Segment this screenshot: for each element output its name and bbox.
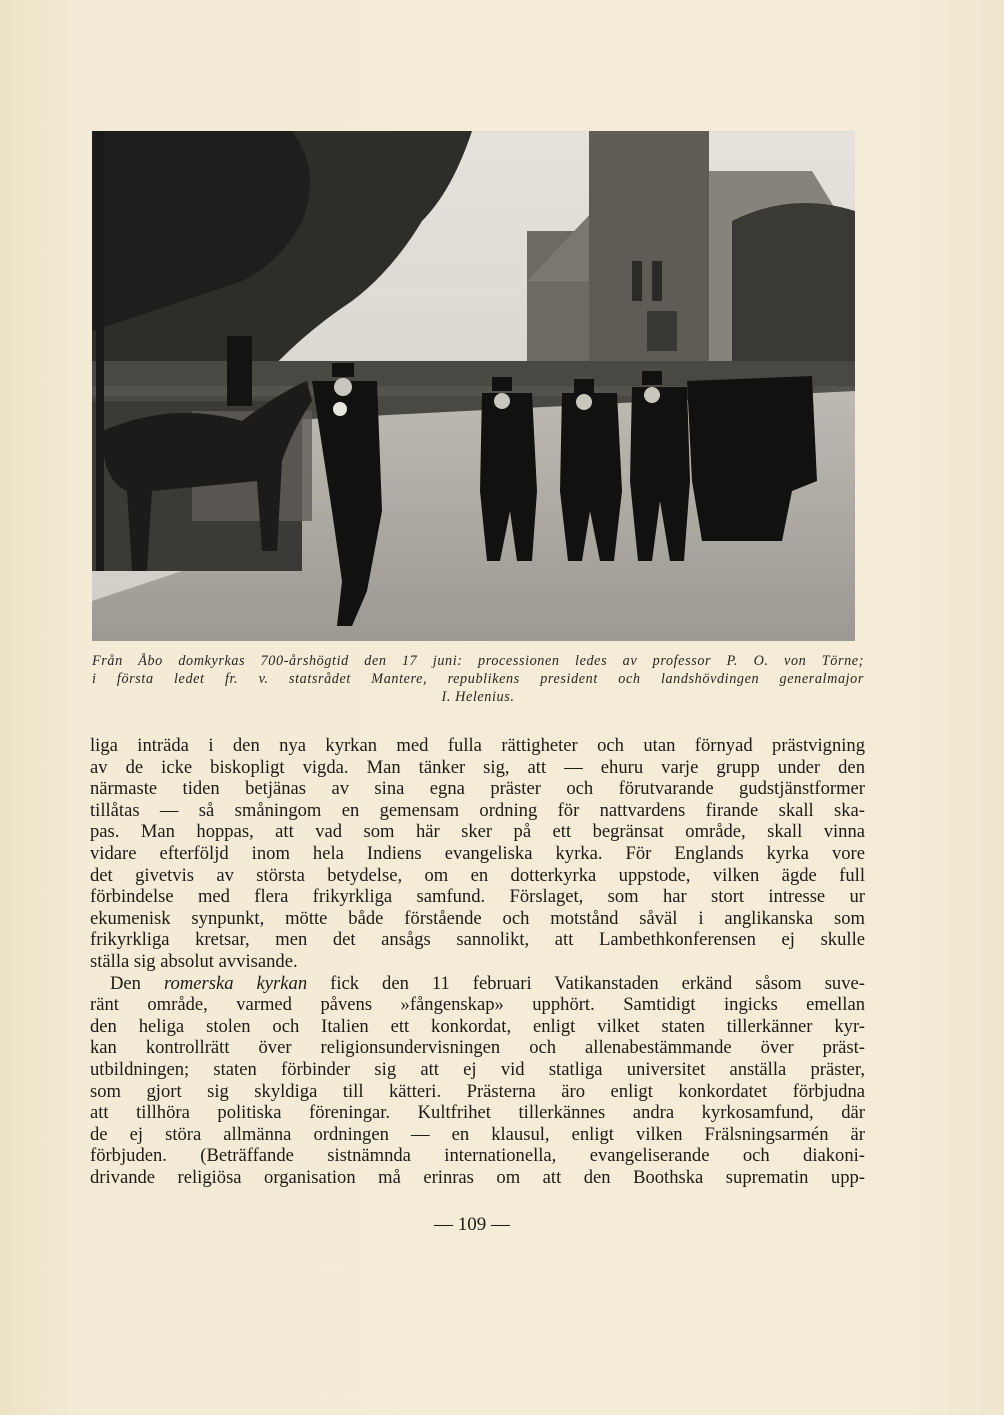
text-run: fick den 11 februari Vatikanstaden erkänd såsom suve- — [307, 972, 865, 994]
text-line: liga inträda i den nya kyrkan med fulla rättigheter och utan förnyad prästvigning — [90, 735, 865, 756]
caption-line: i första ledet fr. v. statsrådet Mantere, republikens president och landshövdingen generalmajor — [92, 671, 864, 687]
text-line: utbildningen; staten förbinder sig att ej vid statliga universitet anställa präster, — [90, 1058, 865, 1080]
text-run: Den — [110, 972, 164, 994]
text-line: pas. Man hoppas, att vad som här sker på ett begränsat område, skall vinna — [90, 821, 865, 843]
paragraph-start-line — [90, 973, 865, 995]
body-text — [90, 735, 865, 1188]
text-line: förbjuden. (Beträffande sistnämnda internationella, evangeliserande och diakoni- — [90, 1145, 865, 1167]
text-line: ställa sig absolut avvisande. — [90, 950, 298, 972]
page-number: — 109 — — [434, 1214, 510, 1235]
text-line: förbindelse med flera frikyrkliga samfund. Förslaget, som har stort intresse ur — [90, 886, 865, 908]
text-line: att tillhöra politiska föreningar. Kultfrihet tillerkännes andra kyrkosamfund, där — [90, 1102, 865, 1124]
text-line: tillåtas — så småningom en gemensam ordning för nattvardens firande skall ska- — [90, 799, 865, 821]
text-line: det givetvis av största betydelse, om en dotterkyrka uppstode, vilken ägde full — [90, 864, 865, 886]
text-line: frikyrkliga kretsar, men det ansågs sannolikt, att Lambethkonferensen ej skulle — [90, 929, 865, 951]
photo-caption — [92, 652, 864, 706]
text-line: ränt område, varmed påvens »fångenskap» upphört. Samtidigt ingicks emellan — [90, 994, 865, 1016]
text-line: de ej störa allmänna ordningen — en klausul, enligt vilken Frälsningsarmén är — [90, 1123, 865, 1145]
text-line: ekumenisk synpunkt, mötte både förstående och motstånd såväl i anglikanska som — [90, 907, 865, 929]
procession-photo — [92, 131, 855, 641]
text-line: närmaste tiden betjänas av sina egna präster och förutvarande gudstjänstformer — [90, 778, 865, 800]
text-line: drivande religiösa organisation må erinras om att den Boothska suprematin upp- — [90, 1166, 865, 1188]
caption-line: Från Åbo domkyrkas 700-årshögtid den 17 juni: processionen ledes av professor P. O. von Törne; — [92, 653, 864, 669]
text-line: kan kontrollrätt över religionsundervisningen och allenabestämmande över präst- — [90, 1037, 865, 1059]
caption-line: I. Helenius. — [441, 689, 515, 705]
text-line: som gjort sig skyldiga till kätteri. Prästerna äro enligt konkordatet förbjudna — [90, 1080, 865, 1102]
text-line: den heliga stolen och Italien ett konkordat, enligt vilket staten tillerkänner kyr- — [90, 1015, 865, 1037]
procession-photo-illustration — [92, 131, 855, 641]
text-line: av de icke biskopligt vigda. Man tänker sig, att — ehuru varje grupp under den — [90, 756, 865, 778]
emphasized-term: romerska kyrkan — [163, 972, 308, 994]
text-line: vidare efterföljd inom hela Indiens evangeliska kyrka. För Englands kyrka vore — [90, 842, 865, 864]
